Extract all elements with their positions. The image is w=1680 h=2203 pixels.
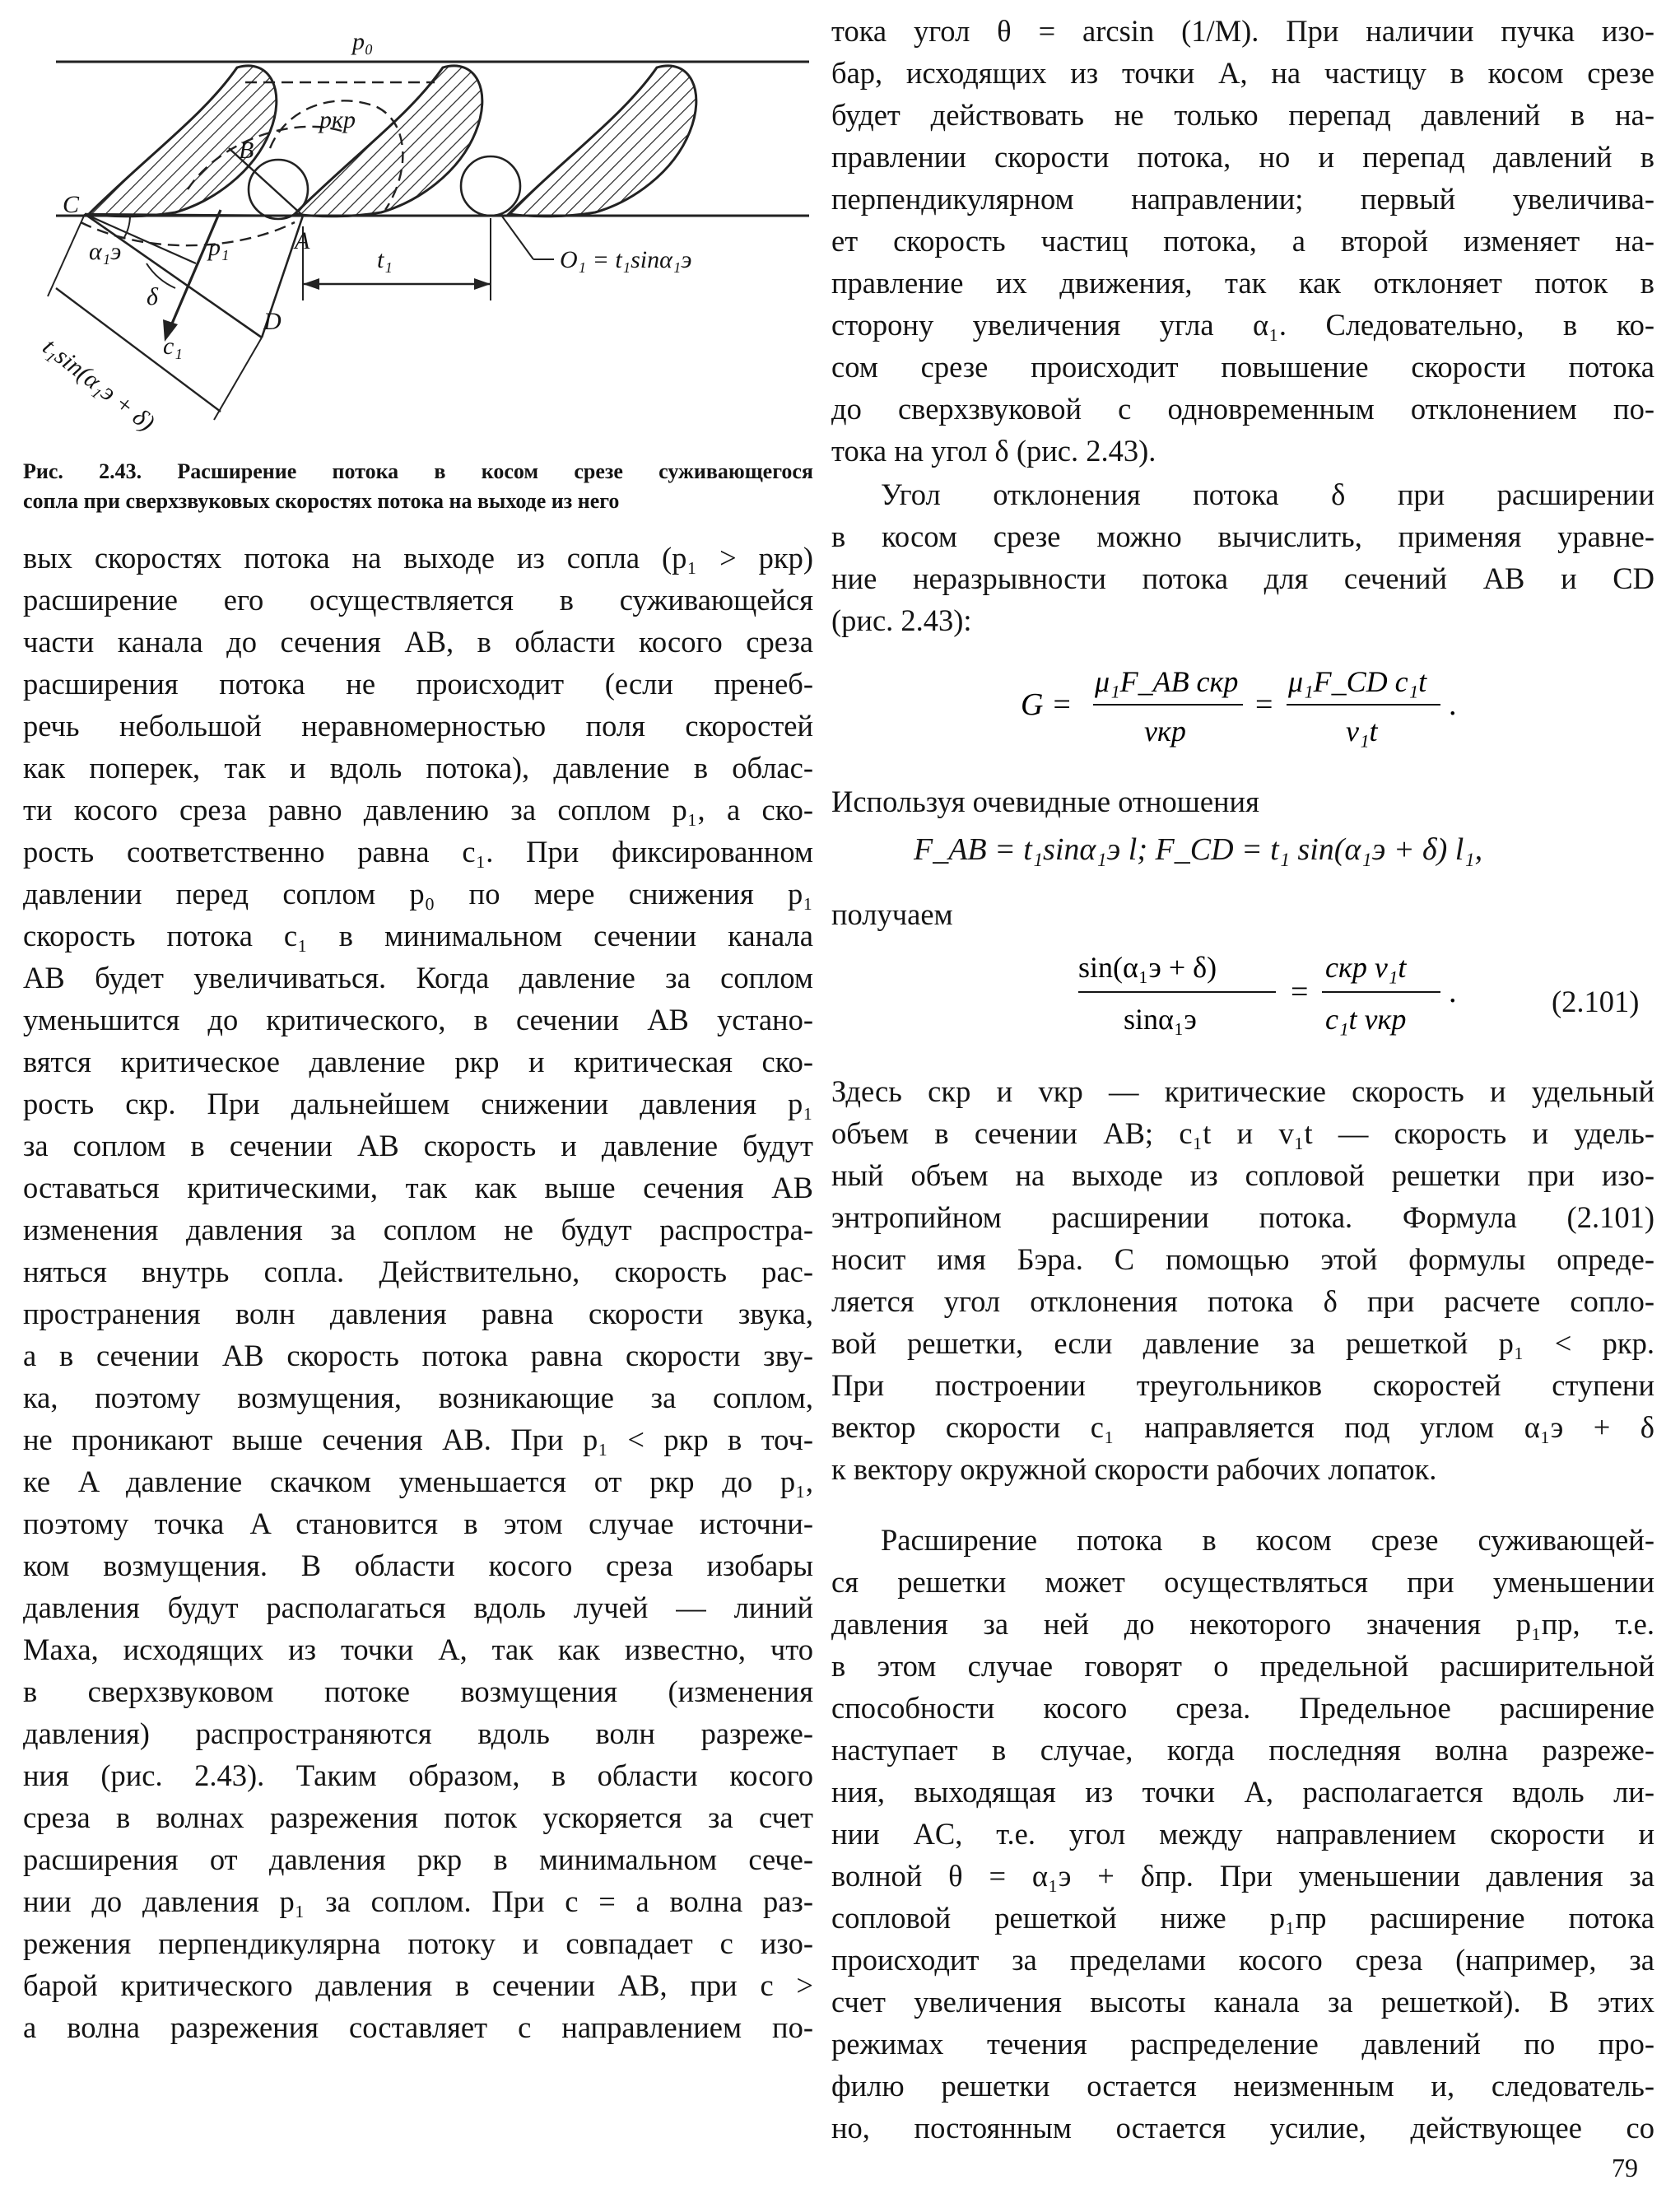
text-line: ляется угол отклонения потока δ при расчете сопло- xyxy=(831,1284,1654,1318)
text-line: счет увеличения высоты канала за решеткой). В этих xyxy=(831,1985,1654,2019)
text-line: наступает в случае, когда последняя волна разреже- xyxy=(831,1733,1654,1767)
text-line: ния (рис. 2.43). Таким образом, в области косого xyxy=(23,1758,813,1792)
formula-101-num2: cкр v₁t xyxy=(1325,951,1407,984)
text-line: оставаться критическими, так как выше сечения AB xyxy=(23,1171,813,1204)
formula-G-num2: μ₁F_CD c₁t xyxy=(1288,665,1427,698)
label-p0: p₀ xyxy=(352,28,374,55)
text-line: изменения давления за соплом не будут распростра- xyxy=(23,1213,813,1246)
text-line: а в сечении AB скорость потока равна скорости зву- xyxy=(23,1339,813,1372)
formula-G-lhs: G = xyxy=(1021,687,1073,722)
text-line: ет скорость частиц потока, а второй изменяет на- xyxy=(831,224,1654,258)
text-line: в этом случае говорят о предельной расширительной xyxy=(831,1649,1654,1683)
text-line: части канала до сечения AB, в области косого среза xyxy=(23,625,813,659)
alpha-arc xyxy=(123,216,130,239)
text-line: за соплом в сечении AB скорость и давление будут xyxy=(23,1129,813,1162)
text-line: няться внутрь сопла. Действительно, скорость рас- xyxy=(23,1255,813,1288)
text-line: давления за ней до некоторого значения p₁пр, т.е. xyxy=(831,1607,1654,1641)
text-line: бар, исходящих из точки A, на частицу в косом срезе xyxy=(831,56,1654,90)
text-line: При построении треугольников скоростей ступени xyxy=(831,1368,1654,1402)
text-line: расширение его осуществляется в суживающейся xyxy=(23,583,813,617)
text-line: Здесь cкр и vкр — критические скорость и удельный xyxy=(831,1074,1654,1108)
text-line: расширения потока не происходит (если пренеб- xyxy=(23,667,813,701)
text-line: скорость потока c₁ в минимальном сечении канала xyxy=(23,919,813,952)
text-line: ком возмущения. В области косого среза изобары xyxy=(23,1549,813,1582)
blade-2 xyxy=(295,66,482,217)
text-line: волной θ = α₁э + δпр. При уменьшении давления за xyxy=(831,1859,1654,1893)
text-line: режимах течения распределение давлений по про- xyxy=(831,2027,1654,2061)
text-line: носит имя Бэра. С помощью этой формулы опреде- xyxy=(831,1242,1654,1276)
t1-arrow-left xyxy=(303,278,319,290)
text-line: ния, выходящая из точки A, располагается вдоль ли- xyxy=(831,1775,1654,1809)
text-line: вятся критическое давление pкр и критическая ско- xyxy=(23,1045,813,1078)
text-line: но, постоянным остается усилие, действующее со xyxy=(831,2111,1654,2145)
text-line: поэтому точка A становится в этом случае источни- xyxy=(23,1507,813,1540)
slant-dim-line xyxy=(56,288,221,412)
formula-101-den1: sinα₁э xyxy=(1124,1003,1197,1036)
text-line: давлении перед соплом p₀ по мере снижения p₁ xyxy=(23,877,813,911)
text-obtain xyxy=(831,893,1654,935)
text-line: перпендикулярном направлении; первый увеличива- xyxy=(831,182,1654,216)
text-line: правлении скорости потока, но и перепад давлений в xyxy=(831,140,1654,174)
formula-G-den1: vкр xyxy=(1144,715,1186,748)
text-line: тока угол θ = arcsin (1/M). При наличии пучка изо- xyxy=(831,14,1654,48)
label-alpha: α₁э xyxy=(89,238,122,265)
text-line: в косом срезе можно вычислить, применяя уравне- xyxy=(831,519,1654,553)
formula-G-eq: = xyxy=(1255,687,1273,722)
right-paragraph-3 xyxy=(831,1070,1654,1490)
formula-2-101-svg xyxy=(1078,943,1473,1041)
text-line: ся решетки может осуществляться при уменьшении xyxy=(831,1565,1654,1599)
label-C: C xyxy=(63,191,80,218)
formula-G-end: . xyxy=(1449,687,1457,722)
text-line: ный объем на выходе из сопловой решетки при изо- xyxy=(831,1158,1654,1192)
formula-G xyxy=(1021,659,1515,757)
text-line: способности косого среза. Предельное расширение xyxy=(831,1691,1654,1725)
label-A: A xyxy=(295,227,310,254)
label-t1: t₁ xyxy=(377,246,393,273)
text-line: Угол отклонения потока δ при расширении xyxy=(881,477,1654,511)
text-line: рость соответственно равна c₁. При фиксированном xyxy=(23,835,813,869)
text-line: давления будут располагаться вдоль лучей — линий xyxy=(23,1591,813,1624)
text-line: пространения волн давления равна скорости звука, xyxy=(23,1297,813,1330)
label-slant-dimension: t₁sin(α₁э + δ) xyxy=(37,333,160,437)
formula-2-101 xyxy=(1078,943,1473,1049)
text-line: происходит за пределами косого среза (например, за xyxy=(831,1943,1654,1977)
text-line: в сверхзвуковом потоке возмущения (изменения xyxy=(23,1674,813,1708)
t1-arrow-right xyxy=(474,278,491,290)
text-line: вектор скорости c₁ направляется под углом α₁э + δ xyxy=(831,1410,1654,1444)
label-delta: δ xyxy=(147,283,158,310)
formula-101-den2: c₁t vкр xyxy=(1325,1003,1407,1036)
label-pkr: pкр xyxy=(319,106,356,133)
text-line: вых скоростях потока на выходе из сопла (p₁ > pкр) xyxy=(23,541,813,575)
label-B: B xyxy=(239,137,254,164)
label-p1: p₁ xyxy=(208,234,230,261)
right-paragraph-2 xyxy=(831,473,1654,641)
text-line: рость cкр. При дальнейшем снижении давления p₁ xyxy=(23,1087,813,1120)
label-D: D xyxy=(263,308,282,335)
text-line: давления) распространяются вдоль волн разреже- xyxy=(23,1716,813,1750)
text-line: Маха, исходящих из точки A, так как известно, что xyxy=(23,1632,813,1666)
right-paragraph-1 xyxy=(831,10,1654,472)
text-line: объем в сечении AB; c₁t и v₁t — скорость и удель- xyxy=(831,1116,1654,1150)
text-line: тока на угол δ (рис. 2.43). xyxy=(831,434,1156,468)
text-line: правление их движения, так как отклоняет поток в xyxy=(831,266,1654,300)
text-line: Используя очевидные отношения xyxy=(831,785,1259,818)
text-line: как поперек, так и вдоль потока), давление в облас- xyxy=(23,751,813,785)
equation-number: (2.101) xyxy=(1552,985,1640,1018)
text-line: ке A давление скачком уменьшается от pкр до p₁, xyxy=(23,1465,813,1498)
text-line: нии до давления p₁ за соплом. При c = a волна раз- xyxy=(23,1884,813,1918)
slant-tick-2 xyxy=(214,338,262,420)
text-line: к вектору окружной скорости рабочих лопаток. xyxy=(831,1452,1437,1486)
c1-vector xyxy=(170,210,221,329)
text-line: нии AC, т.е. угол между направлением скорости и xyxy=(831,1817,1654,1851)
text-line: сопловой решеткой ниже p₁пр расширение потока xyxy=(831,1901,1654,1935)
formula-F: F_AB = t₁sinα₁э l; F_CD = t₁ sin(α₁э + δ) l₁, xyxy=(914,832,1483,867)
formula-101-num1: sin(α₁э + δ) xyxy=(1078,951,1217,984)
throat-circle-1 xyxy=(249,160,308,219)
text-line: вой решетки, если давление за решеткой p₁ < pкр. xyxy=(831,1326,1654,1360)
right-paragraph-4 xyxy=(831,1519,1654,2149)
blade-3 xyxy=(509,66,696,217)
formula-101-end: . xyxy=(1449,975,1457,1009)
text-line: Расширение потока в косом срезе суживающей- xyxy=(881,1523,1654,1557)
text-line: (рис. 2.43): xyxy=(831,603,972,637)
figure-caption xyxy=(23,457,813,516)
text-line: режения перпендикулярна потоку и совпадает с изо- xyxy=(23,1926,813,1960)
text-line: барой критического давления в сечении AB, при c > xyxy=(23,1968,813,2002)
formula-101-eq: = xyxy=(1291,975,1309,1009)
figure-2-43-nozzle-diagram xyxy=(23,16,813,445)
text-using xyxy=(831,780,1654,822)
text-line: уменьшится до критического, в сечении AB устано- xyxy=(23,1003,813,1036)
text-line: до сверхзвуковой с одновременным отклонением по- xyxy=(831,392,1654,426)
text-line: a волна разрежения составляет с направлением по- xyxy=(23,2010,813,2044)
label-O1-formula: O₁ = t₁sinα₁э xyxy=(560,246,692,273)
label-c1: c₁ xyxy=(163,333,183,360)
text-line: ка, поэтому возмущения, возникающие за соплом, xyxy=(23,1381,813,1414)
caption-line: Рис. 2.43. Расширение потока в косом срезе суживающегося xyxy=(23,459,813,483)
text-line: энтропийном расширении потока. Формула (2.101) xyxy=(831,1200,1654,1234)
slant-tick-1 xyxy=(48,214,85,296)
text-line: сторону увеличения угла α₁. Следовательно, в ко- xyxy=(831,308,1654,342)
text-line: ние неразрывности потока для сечений AB и CD xyxy=(831,561,1654,595)
text-line: не проникают выше сечения AB. При p₁ < pкр в точ- xyxy=(23,1423,813,1456)
throat-circle-2 xyxy=(461,156,520,216)
text-line: сом срезе происходит повышение скорости потока xyxy=(831,350,1654,384)
text-line: будет действовать не только перепад давлений в на- xyxy=(831,98,1654,132)
text-line: филю решетки остается неизменным и, следователь- xyxy=(831,2069,1654,2103)
text-line: ти косого среза равно давлению за соплом p₁, а ско- xyxy=(23,793,813,827)
text-line: расширения от давления pкр в минимальном сече- xyxy=(23,1842,813,1876)
text-line: AB будет увеличиваться. Когда давление за соплом xyxy=(23,961,813,994)
formula-G-den2: v₁t xyxy=(1346,715,1378,748)
page-number: 79 xyxy=(1612,2153,1638,2182)
text-line: речь небольшой неравномерностью поля скоростей xyxy=(23,709,813,743)
formula-G-num1: μ₁F_AB cкр xyxy=(1095,665,1239,698)
text-line: получаем xyxy=(831,897,953,931)
formula-G-svg xyxy=(1021,659,1515,749)
o1-leader xyxy=(500,214,533,259)
text-line: среза в волнах разрежения поток ускоряется за счет xyxy=(23,1800,813,1834)
caption-line: сопла при сверхзвуковых скоростях потока на выходе из него xyxy=(23,489,620,513)
left-paragraph xyxy=(23,537,813,2048)
